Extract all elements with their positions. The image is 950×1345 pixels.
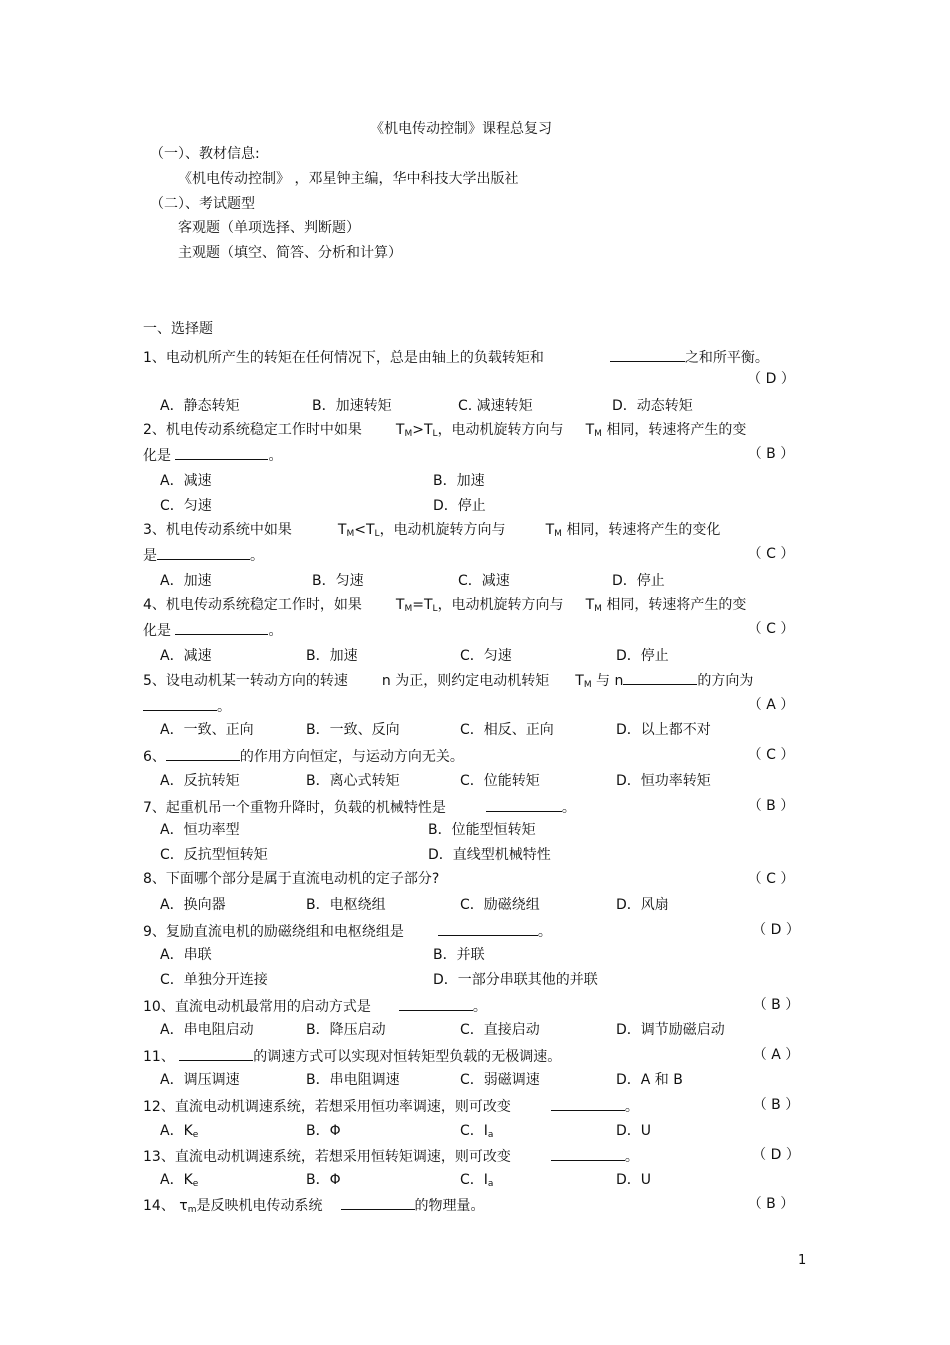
question-11: 11、 的调速方式可以实现对恒转矩型负载的无极调速。 <box>143 1046 561 1066</box>
answer-blank <box>623 670 697 685</box>
subjective-line: 主观题（填空、简答、分析和计算） <box>178 245 402 261</box>
option: A．$K_e$ <box>160 1172 199 1189</box>
option: A．恒功率型 <box>160 822 240 838</box>
answer-blank <box>610 347 685 362</box>
option: C．励磁绕组 <box>460 897 540 913</box>
option: C．位能转矩 <box>460 773 540 789</box>
option: A．加速 <box>160 573 212 589</box>
objective-line: 客观题（单项选择、判断题） <box>178 220 360 236</box>
question-3: 3、机电传动系统中如果 $T_M<T_L$，电动机旋转方向与 $T_M$ 相同，转速将产生的变化 <box>143 522 721 539</box>
option: C．$I_a$ <box>460 1172 494 1189</box>
answer-blank <box>551 1146 625 1161</box>
answer-key: （ C ） <box>747 546 795 562</box>
option: D．停止 <box>433 498 486 514</box>
page-title: 《机电传动控制》课程总复习 <box>370 121 552 137</box>
answer-key: （ D ） <box>747 371 795 387</box>
answer-blank <box>179 1046 253 1061</box>
textbook-line: 《机电传动控制》 ，邓星钟主编，华中科技大学出版社 <box>178 171 519 187</box>
answer-key: （ D ） <box>752 1147 800 1163</box>
answer-blank <box>175 620 268 635</box>
answer-key: （ A ） <box>752 1047 800 1063</box>
option: D．A 和 B <box>616 1072 683 1088</box>
question-2-line-2: 化是 。 <box>143 445 282 465</box>
option: D．U <box>616 1123 652 1139</box>
option: D．调节励磁启动 <box>616 1022 725 1038</box>
answer-blank <box>551 1096 625 1111</box>
question-3-line-2: 是 。 <box>143 545 264 565</box>
question-13: 13、直流电动机调速系统，若想采用恒转矩调速，则可改变 。 <box>143 1146 639 1166</box>
option: D．恒功率转矩 <box>616 773 711 789</box>
option: A．串联 <box>160 947 212 963</box>
option: B．匀速 <box>312 573 364 589</box>
question-14: 14、 $\tau_m$是反映机电传动系统 的物理量。 <box>143 1195 485 1219</box>
answer-key: （ A ） <box>747 697 795 713</box>
answer-key: （ B ） <box>747 798 795 814</box>
answer-key: （ D ） <box>752 922 800 938</box>
answer-key: （ B ） <box>752 1097 800 1113</box>
answer-key: （ B ） <box>747 1196 795 1212</box>
answer-blank <box>399 996 473 1011</box>
option: A．减速 <box>160 473 212 489</box>
answer-blank <box>175 445 268 460</box>
option: A．$K_e$ <box>160 1123 199 1140</box>
answer-key: （ C ） <box>747 747 795 763</box>
option: C．$I_a$ <box>460 1123 494 1140</box>
option: C．直接启动 <box>460 1022 540 1038</box>
option: D．风扇 <box>616 897 669 913</box>
option: D．停止 <box>616 648 669 664</box>
option: C．单独分开连接 <box>160 972 268 988</box>
question-10: 10、直流电动机最常用的启动方式是 。 <box>143 996 487 1016</box>
question-6: 6、 的作用方向恒定，与运动方向无关。 <box>143 746 464 766</box>
answer-blank <box>438 921 538 936</box>
question-2: 2、机电传动系统稳定工作时中如果 $T_M>T_L$，电动机旋转方向与 $T_M$ 相同，转速将产生的变 <box>143 422 747 439</box>
question-8: 8、下面哪个部分是属于直流电动机的定子部分? <box>143 871 440 887</box>
option: B．加速 <box>433 473 485 489</box>
option: B．降压启动 <box>306 1022 386 1038</box>
question-7: 7、起重机吊一个重物升降时，负载的机械特性是 。 <box>143 797 576 817</box>
option: B．并联 <box>433 947 485 963</box>
answer-key: （ C ） <box>747 621 795 637</box>
option: A．串电阻启动 <box>160 1022 254 1038</box>
option: D．直线型机械特性 <box>428 847 551 863</box>
answer-key: （ B ） <box>747 446 795 462</box>
option: C．匀速 <box>160 498 212 514</box>
option: B．离心式转矩 <box>306 773 400 789</box>
question-4-line-2: 化是 。 <box>143 620 282 640</box>
option: C．反抗型恒转矩 <box>160 847 268 863</box>
option: D．停止 <box>612 573 665 589</box>
answer-blank <box>166 746 240 761</box>
question-12: 12、直流电动机调速系统，若想采用恒功率调速，则可改变 。 <box>143 1096 639 1116</box>
option: B．电枢绕组 <box>306 897 386 913</box>
option: C．减速 <box>458 573 510 589</box>
answer-blank <box>143 696 217 711</box>
option: B．加速 <box>306 648 358 664</box>
option: A．静态转矩 <box>160 398 240 414</box>
option: B．串电阻调速 <box>306 1072 400 1088</box>
option: C．匀速 <box>460 648 512 664</box>
option: B．Φ <box>306 1123 341 1139</box>
question-5-line-2: 。 <box>143 696 231 716</box>
option: D．一部分串联其他的并联 <box>433 972 598 988</box>
option: B．Φ <box>306 1172 341 1188</box>
question-9: 9、复励直流电机的励磁绕组和电枢绕组是 。 <box>143 921 552 941</box>
answer-key: （ C ） <box>747 871 795 887</box>
question-text: 1、电动机所产生的转矩在任何情况下，总是由轴上的负载转矩和 <box>143 350 544 366</box>
page-number: 1 <box>798 1253 807 1268</box>
answer-key: （ B ） <box>752 997 800 1013</box>
heading-exam-types: （二）、考试题型 <box>150 196 255 212</box>
option: C．相反、正向 <box>460 722 554 738</box>
answer-blank <box>486 797 562 812</box>
option: A．反抗转矩 <box>160 773 240 789</box>
question-5: 5、设电动机某一转动方向的转速 n 为正，则约定电动机转矩 $T_M$ 与 n 的方向为 <box>143 670 753 694</box>
section-heading: 一、选择题 <box>143 321 213 337</box>
option: B．加速转矩 <box>312 398 392 414</box>
option: D．U <box>616 1172 652 1188</box>
option: B．位能型恒转矩 <box>428 822 536 838</box>
option: A．减速 <box>160 648 212 664</box>
question-1: 1、电动机所产生的转矩在任何情况下，总是由轴上的负载转矩和 之和所平衡。 <box>143 347 769 367</box>
option: D．以上都不对 <box>616 722 711 738</box>
option: B．一致、反向 <box>306 722 400 738</box>
question-4: 4、机电传动系统稳定工作时，如果 $T_M=T_L$，电动机旋转方向与 $T_M$ 相同，转速将产生的变 <box>143 597 747 614</box>
option: A．换向器 <box>160 897 226 913</box>
option: A．调压调速 <box>160 1072 240 1088</box>
heading-textbook-info: （一）、教材信息: <box>150 146 260 162</box>
option: C. 减速转矩 <box>458 398 533 414</box>
answer-blank <box>341 1195 415 1210</box>
option: D．动态转矩 <box>612 398 693 414</box>
answer-blank <box>157 545 250 560</box>
option: C．弱磁调速 <box>460 1072 540 1088</box>
option: A．一致、正向 <box>160 722 254 738</box>
